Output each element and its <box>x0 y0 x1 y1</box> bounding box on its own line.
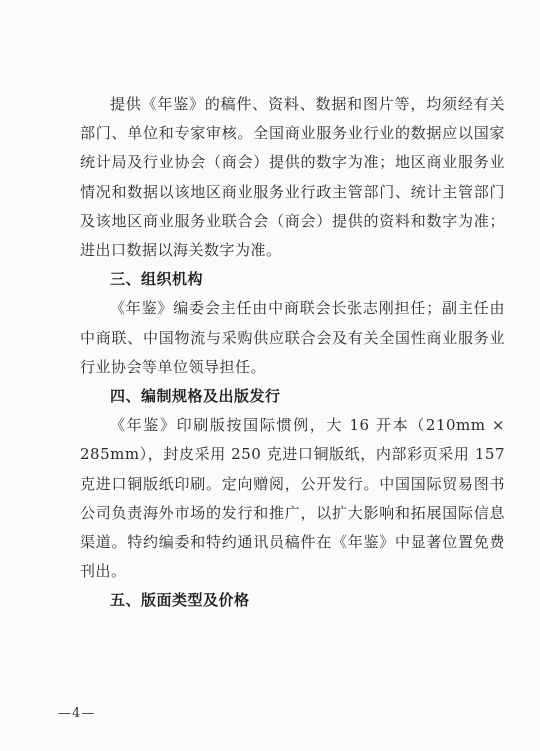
paragraph-specification: 《年鉴》印刷版按国际惯例，大 16 开本（210mm × 285mm），封皮采用 250 克进口铜版纸，内部彩页采用 157 克进口铜版纸印刷。定向赠阅，公开发行。中国国际贸易图书公司负责海外市场的发行和推广，以扩大影响和拓展国际信息渠道。特约编委和特约通讯员稿件在《年鉴》中显著位置免费刊出。 <box>80 416 505 581</box>
paragraph-organization: 《年鉴》编委会主任由中商联会长张志刚担任；副主任由中商联、中国物流与采购供应联合会及有关全国性商业服务业行业协会等单位领导担任。 <box>80 299 505 376</box>
page-number: —4— <box>58 706 96 721</box>
page-body <box>80 90 505 616</box>
section-heading-organization: 三、组织机构 <box>110 270 204 289</box>
paragraph-data-sources: 提供《年鉴》的稿件、资料、数据和图片等，均须经有关部门、单位和专家审核。全国商业服务业行业的数据应以国家统计局及行业协会（商会）提供的数字为准；地区商业服务业情况和数据以该地区商业服务业行政主管部门、统计主管部门及该地区商业服务业联合会（商会）提供的资料和数字为准；进出口数据以海关数字为准。 <box>80 95 505 260</box>
section-heading-pricing: 五、版面类型及价格 <box>110 591 250 610</box>
section-heading-specification: 四、编制规格及出版发行 <box>110 387 281 406</box>
